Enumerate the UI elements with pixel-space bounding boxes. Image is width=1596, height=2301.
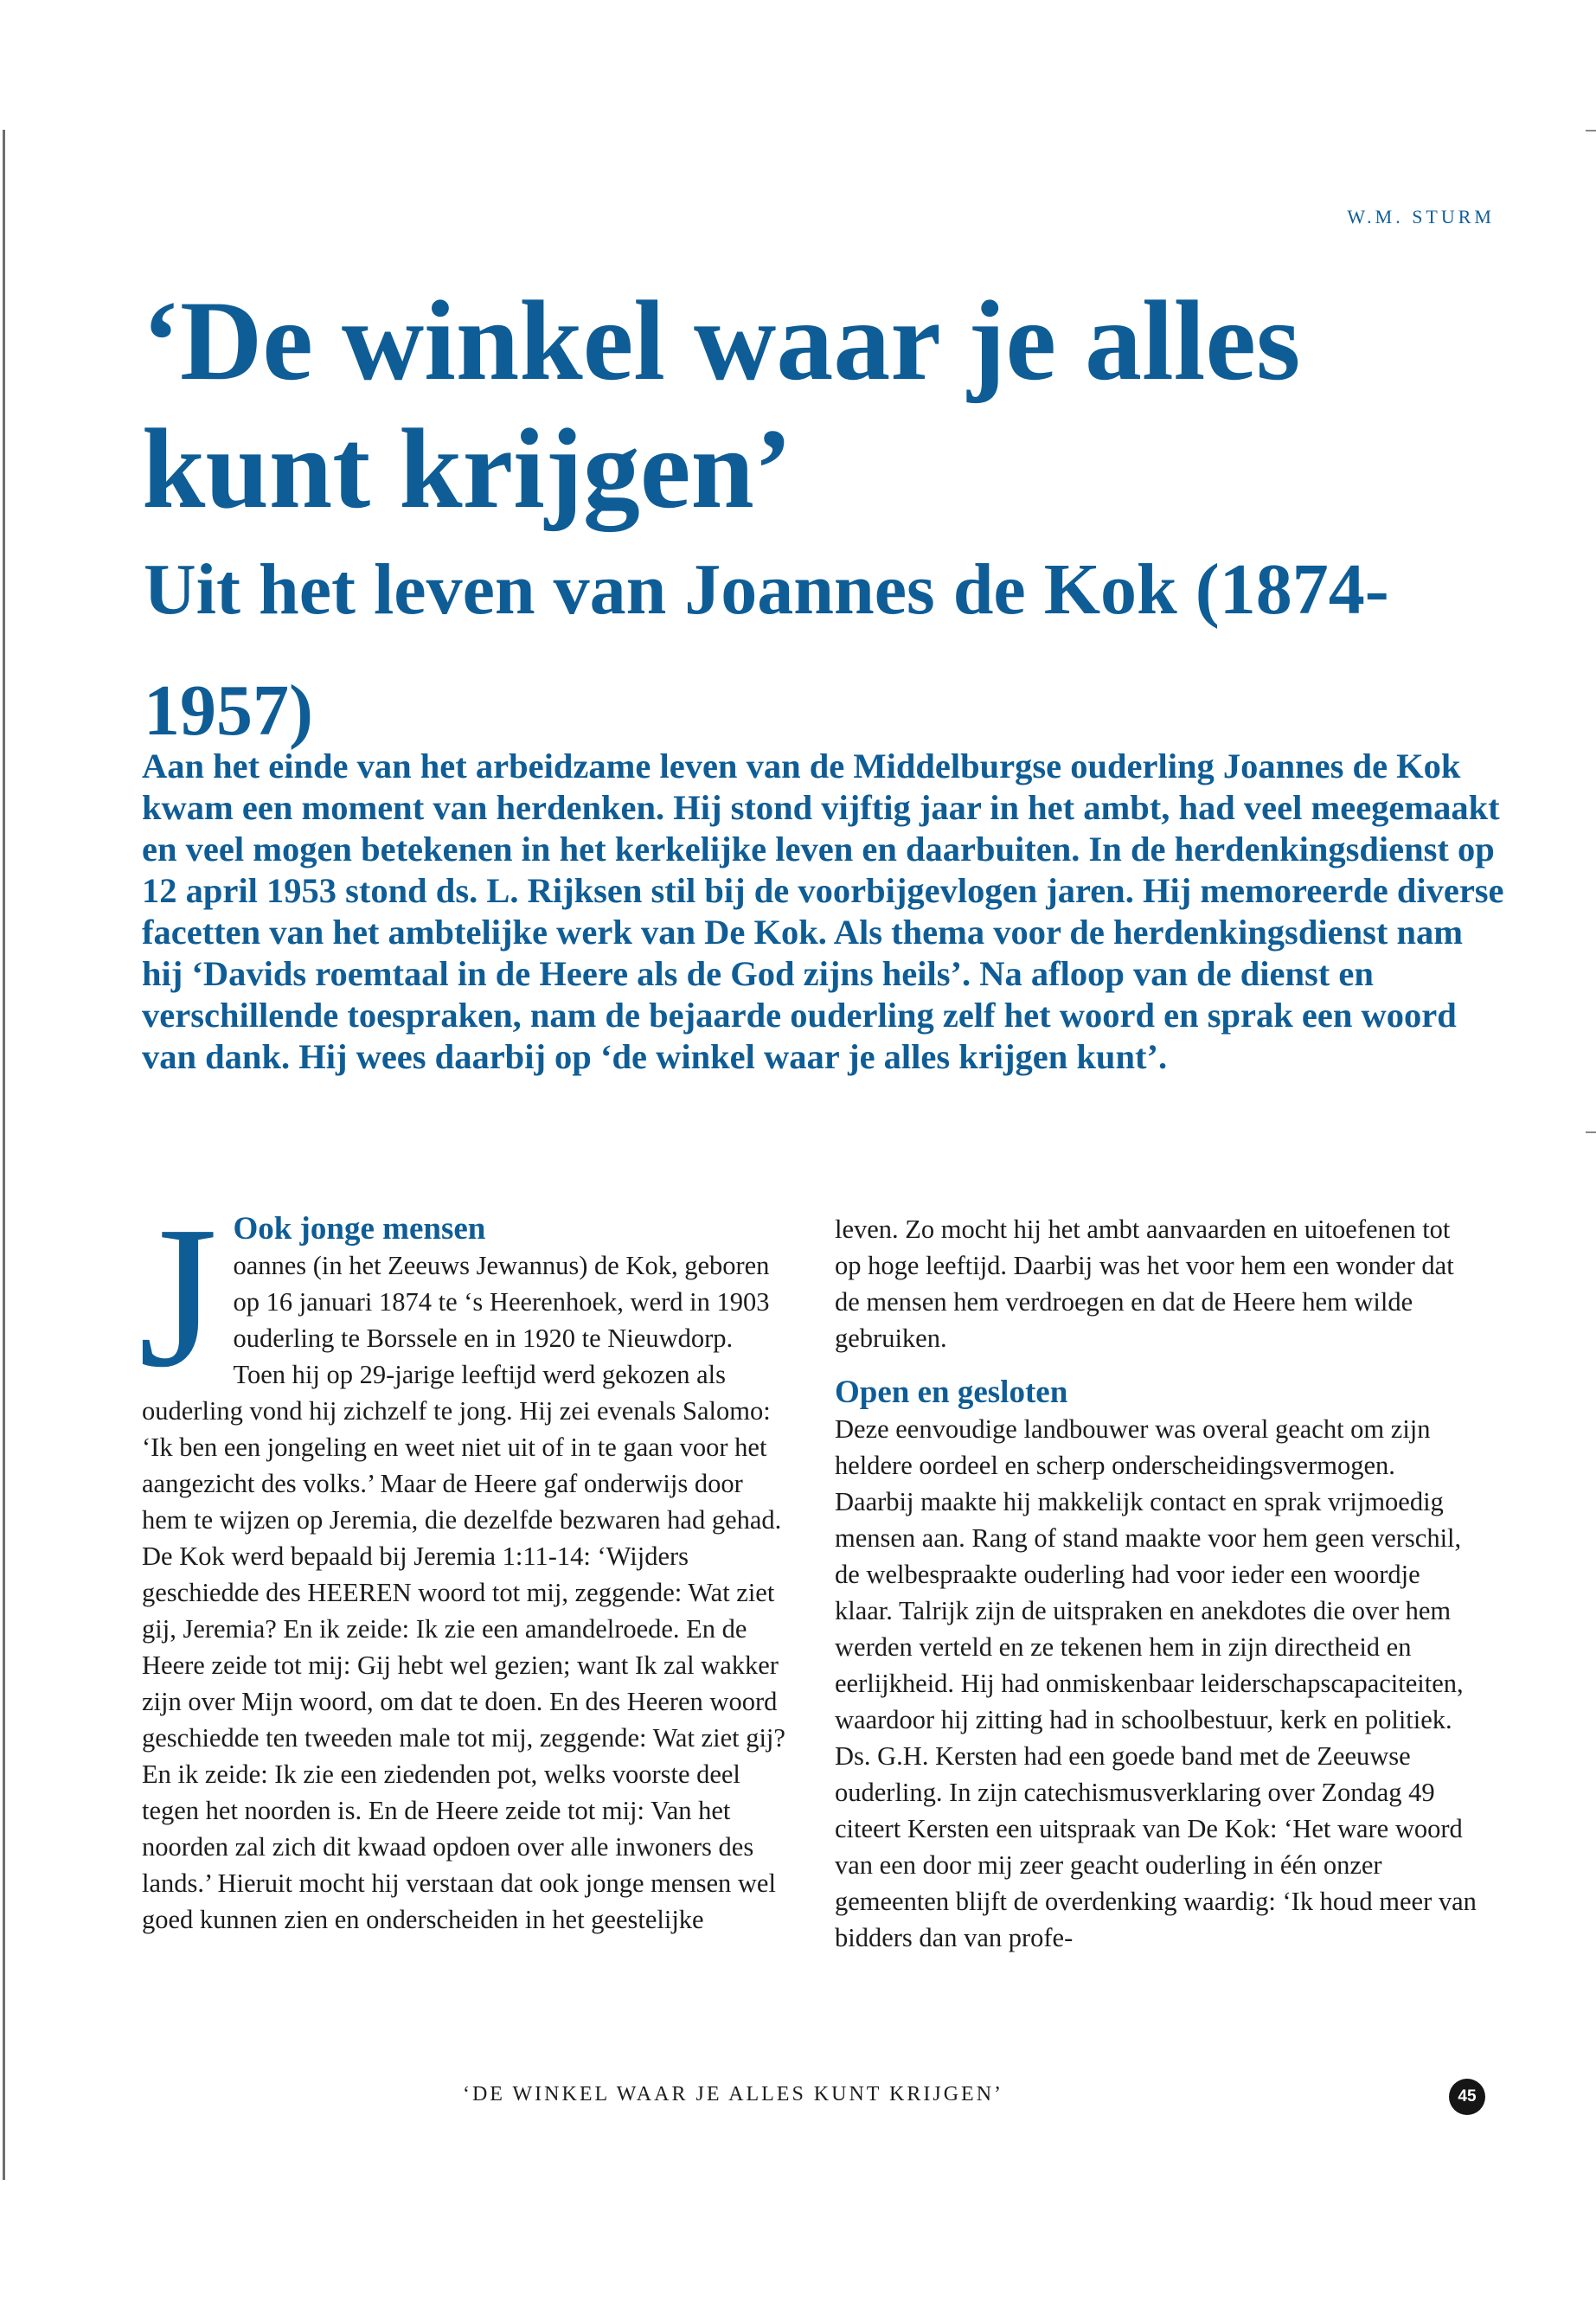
- lead-paragraph: Aan het einde van het arbeidzame leven van de Middelburgse ouderling Joannes de Kok kwam een moment van herdenken. Hij stond vijftig jaar in het ambt, had veel meegemaakt en veel mogen betekenen in het kerkelijke leven en daarbuiten. In de herdenkingsdienst op 12 april 1953 stond ds. L. Rijksen stil bij de voorbijgevlogen jaren. Hij memoreerde diverse facetten van het ambtelijke werk van De Kok. Als thema voor de herdenkingsdienst nam hij ‘Davids roemtaal in de Heere als de God zijns heils’. Na afloop van de dienst en verschillende toespraken, nam de bejaarde ouderling zelf het woord en sprak een woord van dank. Hij wees daarbij op ‘de winkel waar je alles krijgen kunt’.: [142, 747, 1504, 1076]
- section-body-continuation: leven. Zo mocht hij het ambt aanvaarden en uitoefenen tot op hoge leeftijd. Daarbij was het voor hem een wonder dat de mensen hem verdroegen en dat de Heere hem wilde gebruiken.: [835, 1215, 1454, 1353]
- author-byline: W.M. STURM: [1347, 206, 1495, 228]
- crop-mark-top: [1586, 130, 1596, 131]
- page-edge-line: [3, 130, 5, 2180]
- section-body-open-en-gesloten: Deze eenvoudige landbouwer was overal geacht om zijn heldere oordeel en scherp onderscheidingsvermogen. Daarbij maakte hij makkelijk contact en sprak vrijmoedig mensen aan. Rang of stand maakte voor hem geen verschil, de welbespraakte ouderling had voor ieder een woordje klaar. Talrijk zijn de uitspraken en anekdotes die over hem werden verteld en ze tekenen hem in zijn directheid en eerlijkheid. Hij had onmiskenbaar leiderschapscapaciteiten, waardoor hij zitting had in schoolbestuur, kerk en politiek.: [835, 1414, 1464, 1734]
- article-subtitle: Uit het leven van Joannes de Kok (1874-1957): [144, 549, 1389, 751]
- section-body-ook-jonge-mensen: oannes (in het Zeeuws Jewannus) de Kok, geboren op 16 januari 1874 te ‘s Heerenhoek, werd in 1903 ouderling te Borssele en in 1920 te Nieuwdorp. Toen hij op 29-jarige leeftijd werd gekozen als ouderling vond hij zichzelf te jong. Hij zei evenals Salomo: ‘Ik ben een jongeling en weet niet uit of in te gaan voor het aangezicht des volks.’ Maar de Heere gaf onderwijs door hem te wijzen op Jeremia, die dezelfde bezwaren had gehad. De Kok werd bepaald bij Jeremia 1:11-14: ‘Wijders geschiedde des HEEREN woord tot mij, zeggende: Wat ziet gij, Jeremia? En ik zeide: Ik zie een amandelroede. En de Heere zeide tot mij: Gij hebt wel gezien; want Ik zal wakker zijn over Mijn woord, om dat te doen. En des Heeren woord geschiedde ten tweeden male tot mij, zeggende: Wat ziet gij? En ik zeide: Ik zie een ziedenden pot, welks voorste deel tegen het noorden is. En de Heere zeide tot mij: Van het noorden zal zich dit kwaad opdoen over alle inwoners des lands.’ Hieruit mocht hij verstaan dat ook jonge mensen wel goed kunnen zien en onderscheiden in het geestelijke: [142, 1251, 785, 1934]
- crop-mark-middle: [1586, 1131, 1596, 1133]
- text-column-left: [138, 1184, 786, 1938]
- page-number-badge: 45: [1449, 2079, 1485, 2115]
- text-column-right: [835, 1211, 1479, 1956]
- section-body-kersten: Ds. G.H. Kersten had een goede band met de Zeeuwse ouderling. In zijn catechismusverklaring over Zondag 49 citeert Kersten een uitspraak van De Kok: ‘Het ware woord van een door mij zeer geacht ouderling in één onzer gemeenten blijft de overdenking waardig: ‘Ik houd meer van bidders dan van profe-: [835, 1741, 1477, 1952]
- drop-cap: J: [138, 1184, 218, 1409]
- section-heading-open-en-gesloten: Open en gesloten: [835, 1375, 1068, 1410]
- article-title: ‘De winkel waar je alles kunt krijgen’: [142, 277, 1301, 532]
- running-footer-title: ‘DE WINKEL WAAR JE ALLES KUNT KRIJGEN’: [462, 2083, 1004, 2106]
- section-heading-ook-jonge-mensen: Ook jonge mensen: [233, 1211, 486, 1247]
